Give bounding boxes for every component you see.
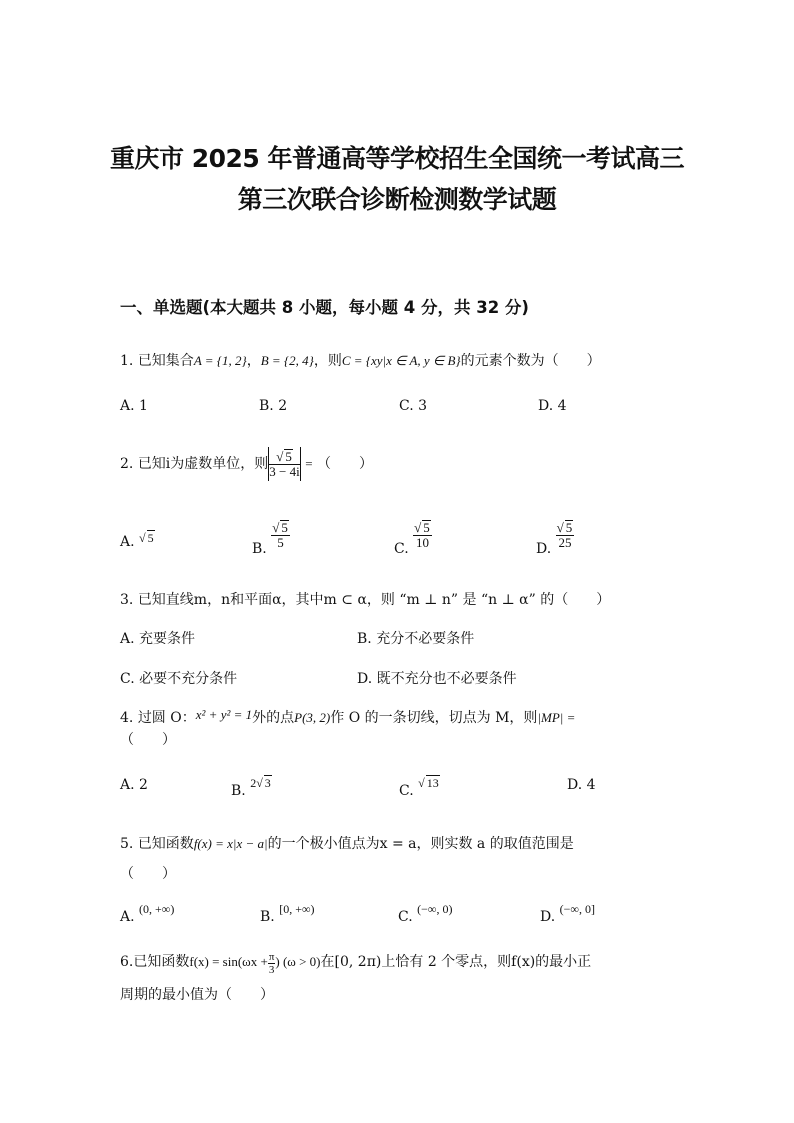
option-d: D. 4	[567, 777, 596, 793]
question-number: 4.	[120, 710, 134, 726]
question-4	[120, 705, 575, 728]
option-c: C. (−∞, 0)	[398, 902, 453, 925]
question-text: 的元素个数为（ ）	[460, 353, 601, 369]
separator: ，则	[313, 353, 342, 369]
option-b: B. 2	[259, 398, 288, 414]
question-number: 2.	[120, 456, 134, 472]
option-a: A. 充要条件	[120, 631, 196, 647]
question-text: 的一个极小值点为x = a，则实数 a 的取值范围是	[267, 836, 574, 852]
math-point: P(3, 2)	[294, 710, 331, 725]
question-6-continued: 周期的最小值为（ ）	[120, 987, 274, 1003]
option-b: B. $\frac{√ 5}{5}$	[252, 520, 288, 557]
math-function: f(x) = sin(ωx + $\frac{\pi}{3}$ ) (ω > 0)	[189, 950, 321, 976]
section-heading: 一、单选题(本大题共 8 小题，每小题 4 分，共 32 分)	[120, 298, 529, 317]
option-c: C. 3	[399, 398, 428, 414]
math-set-b: B = {2, 4}	[260, 353, 314, 368]
option-d: D. 4	[538, 398, 567, 414]
math-circle-equation: x² + y² = 1	[195, 707, 253, 722]
abs-bar-right	[300, 447, 301, 481]
question-text: 过圆 O：	[137, 710, 196, 726]
option-a: A. 1	[120, 398, 148, 414]
answer-parentheses: （ ）	[317, 456, 373, 472]
question-number: 1.	[120, 353, 134, 369]
option-a: A. 2	[120, 777, 148, 793]
document-title-line2: 第三次联合诊断检测数学试题	[237, 185, 557, 214]
separator: ，	[246, 353, 261, 369]
math-fraction: $\frac{√ 5}{3 - 4i}$	[269, 449, 300, 479]
option-b: B. [0, +∞)	[260, 902, 315, 925]
question-5	[120, 834, 574, 854]
equals-sign: =	[305, 456, 313, 471]
question-1	[120, 351, 601, 371]
question-text: 外的点	[252, 710, 295, 726]
question-text: 已知i为虚数单位，则	[137, 456, 269, 472]
answer-parentheses: （ ）	[120, 732, 176, 748]
question-text: 已知函数	[133, 954, 190, 970]
option-c: C. 必要不充分条件	[120, 671, 238, 687]
option-c: C. $\frac{√ 5}{10}$	[394, 520, 430, 557]
document-title-line1: 重庆市 2025 年普通高等学校招生全国统一考试高三	[110, 144, 684, 173]
question-3	[120, 590, 610, 610]
answer-parentheses: （ ）	[120, 866, 176, 882]
question-text: 已知集合	[137, 353, 194, 369]
option-d: D. 既不充分也不必要条件	[357, 671, 517, 687]
option-d: D. (−∞, 0]	[540, 902, 595, 925]
math-distance: |MP| =	[537, 710, 576, 725]
question-text: 已知直线m，n和平面α，其中m ⊂ α，则 “m ⊥ n” 是 “n ⊥ α” 的（ ）	[137, 592, 611, 608]
option-d: D. $\frac{√ 5}{25}$	[536, 520, 573, 557]
question-number: 5.	[120, 836, 134, 852]
question-6	[120, 946, 591, 978]
option-c: C. √ 13	[399, 776, 439, 799]
question-text: 在[0, 2π)上恰有 2 个零点，则f(x)的最小正	[320, 954, 592, 970]
math-set-c: C = {xy|x ∈ A, y ∈ B}	[341, 353, 461, 368]
question-number: 3.	[120, 592, 134, 608]
option-a: A. (0, +∞)	[120, 902, 175, 925]
question-2	[120, 446, 373, 482]
question-number: 6.	[120, 954, 134, 970]
question-text: 作 O 的一条切线，切点为 M，则	[330, 710, 538, 726]
math-function: f(x) = x|x − a|	[193, 836, 268, 851]
option-b: B. 充分不必要条件	[357, 631, 475, 647]
option-a: A. √ 5	[120, 531, 154, 550]
question-text: 已知函数	[137, 836, 194, 852]
math-set-a: A = {1, 2}	[193, 353, 247, 368]
option-b: B. 2√ 3	[231, 776, 271, 799]
